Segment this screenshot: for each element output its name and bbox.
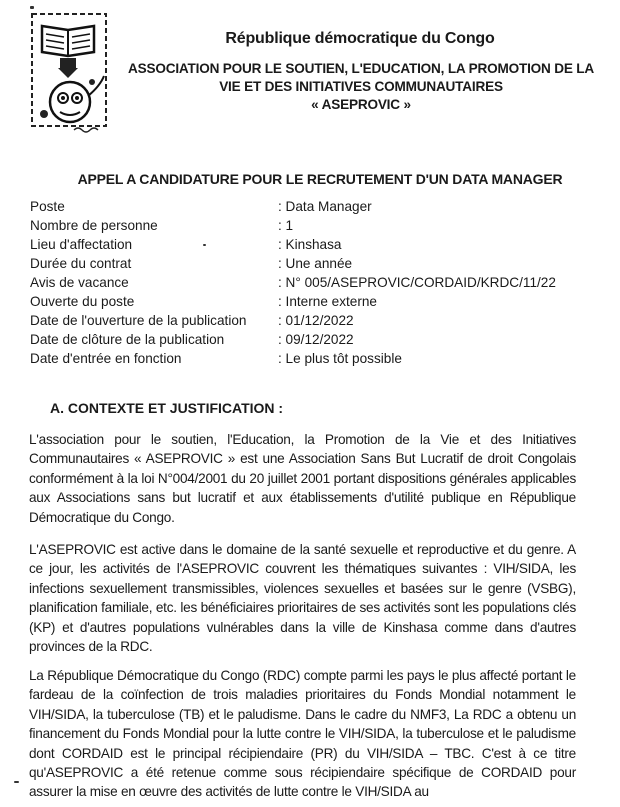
info-row-poste [30,197,590,216]
info-row-date-cloture [30,330,590,349]
paragraph-2: L'ASEPROVIC est active dans le domaine de la santé sexuelle et reproductive et du genre. A ce jour, les activités de l'ASEPROVIC couvrent les thématiques suivantes : VIH/SIDA, les infections sexuellement transmissibles, violences sexuelles et basées sur le genre (VSBG), planification familiale, etc. les bénéficiaires prioritaires de ses activités sont les populations clés (KP) et d'autres populations vulnérables dans la ville de Kinshasa comme dans d'autres provinces de la RDC. [29,542,576,655]
info-row-date-entree [30,349,590,368]
info-label: Ouverte du poste [30,294,135,309]
info-label: Avis de vacance [30,275,129,290]
job-info-table [30,197,590,368]
organization-name-line-2: VIE ET DES INITIATIVES COMMUNAUTAIRES [219,79,503,94]
info-value: : 1 [278,218,294,233]
organization-name [112,60,610,114]
info-value: : N° 005/ASEPROVIC/CORDAID/KRDC/11/22 [278,275,556,290]
info-row-ouverture-poste [30,292,590,311]
info-label: Date de l'ouverture de la publication [30,313,247,328]
info-row-avis [30,273,590,292]
info-value: : Interne externe [278,294,377,309]
scan-speck [203,244,206,246]
info-value: : Une année [278,256,353,271]
country-heading: République démocratique du Congo [225,30,495,47]
info-label: Lieu d'affectation [30,237,133,252]
info-label: Date de clôture de la publication [30,332,225,347]
info-value: : Kinshasa [278,237,342,252]
info-label: Poste [30,199,65,214]
organization-acronym: « ASEPROVIC » [311,97,411,112]
info-value: : Le plus tôt possible [278,351,402,366]
document-title: APPEL A CANDIDATURE POUR LE RECRUTEMENT D'UN DATA MANAGER [77,171,563,187]
info-row-duree [30,254,590,273]
info-value: : 01/12/2022 [278,313,354,328]
scan-speck [14,781,19,783]
info-row-lieu [30,235,590,254]
organization-name-line-1: ASSOCIATION POUR LE SOUTIEN, L'EDUCATION, LA PROMOTION DE LA [127,61,594,76]
info-label: Durée du contrat [30,256,132,271]
info-row-date-ouverture [30,311,590,330]
paragraph-3: La République Démocratique du Congo (RDC) compte parmi les pays le plus affecté portant le fardeau de la coïnfection de trois maladies prioritaires du Fonds Mondial notamment le VIH/SIDA, la tuberculose (TB) et le paludisme. Dans le cadre du NMF3, La RDC a obtenu un financement du Fonds Mondial pour la lutte contre le VIH/SIDA, la tuberculose et le paludisme dont CORDAID est le principal récipiendaire (PR) du VIH/SIDA – TBC. C'est à ce titre qu'ASEPROVIC a été retenue comme sous récipiendaire spécifique de CORDAID pour assurer la mise en œuvre des activités de lutte contre le VIH/SIDA au [29,668,576,800]
info-value: : 09/12/2022 [278,332,354,347]
scan-speck [30,6,34,9]
info-value: : Data Manager [278,199,372,214]
section-heading: A. CONTEXTE ET JUSTIFICATION : [50,400,284,416]
info-label: Date d'entrée en fonction [30,351,182,366]
paragraph-1: L'association pour le soutien, l'Education, la Promotion de la Vie et des Initiatives Communautaires « ASEPROVIC » est une Association Sans But Lucratif de droit Congolais conformément à la loi N°004/2001 du 20 juillet 2001 portant dispositions générales applicables aux Associations sans but lucratif et aux établissements d'utilité publique en République Démocratique du Congo. [29,432,576,525]
aseprovic-logo-icon [30,12,112,137]
info-label: Nombre de personne [30,218,158,233]
info-row-nombre [30,216,590,235]
